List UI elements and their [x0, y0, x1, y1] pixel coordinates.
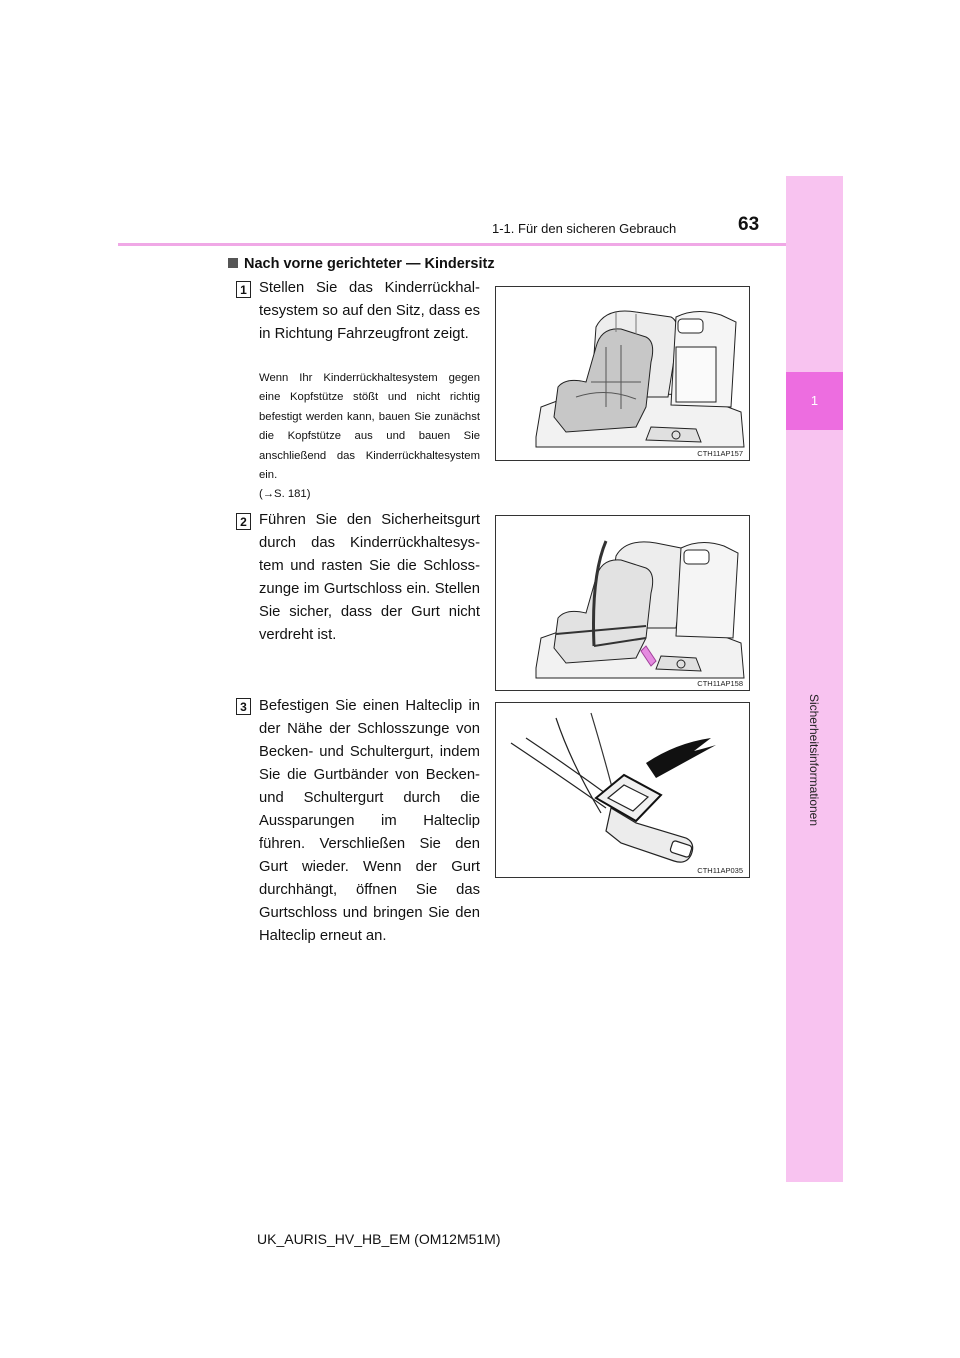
- step-1-text: Stellen Sie das Kinderrückhal-tesystem so auf den Sitz, dass es in Richtung Fahrzeugfront zeigt.: [259, 280, 480, 342]
- figure-child-seat-forward: [495, 286, 750, 461]
- step-1-note: Wenn Ihr Kinderrückhaltesystem gegen eine Kopfstütze stößt und nicht richtig befestigt werden kann, bauen Sie zunächst die Kopfstütze aus und bauen Sie anschließend das Kinderrückhaltesystem ein.: [259, 372, 480, 482]
- step-2-badge: 2: [236, 513, 251, 530]
- figure-locking-clip: [495, 702, 750, 878]
- step-2-text: Führen Sie den Sicherheitsgurt durch das Kinderrückhaltesys-tem und rasten Sie die Schloss-zunge im Gurtschloss ein. Stellen Sie sicher, dass der Gurt nicht verdreht ist.: [259, 512, 480, 643]
- chapter-number-tab[interactable]: 1: [786, 372, 843, 430]
- header-rule: [118, 243, 786, 246]
- step-1-reference[interactable]: (→S. 181): [259, 488, 311, 500]
- footer-document-code: UK_AURIS_HV_HB_EM (OM12M51M): [257, 1231, 501, 1247]
- step-3-badge: 3: [236, 698, 251, 715]
- step-1-badge: 1: [236, 281, 251, 298]
- section-heading-text: Nach vorne gerichteter — Kindersitz: [244, 256, 495, 272]
- figure-3-code: CTH11AP035: [697, 866, 743, 875]
- section-heading: [228, 256, 495, 272]
- step-3-text: Befestigen Sie einen Halteclip in der Nähe der Schlosszunge von Becken- und Schultergurt, indem Sie die Gurtbänder von Becken- und Schultergurt durch die Aussparungen im Halteclip führen. Verschließen Sie den Gurt wieder. Wenn der Gurt durchhängt, öffnen Sie das Gurtschloss und bringen Sie den Halteclip erneut an.: [259, 698, 480, 944]
- page-number: 63: [738, 214, 760, 235]
- figure-1-code: CTH11AP157: [697, 449, 743, 458]
- figure-2-code: CTH11AP158: [697, 679, 743, 688]
- figure-seatbelt-buckle: [495, 515, 750, 691]
- chapter-label: Sicherheitsinformationen: [807, 693, 821, 827]
- seatbelt-buckle-icon: [496, 516, 749, 690]
- chapter-side-tab: [786, 176, 843, 1182]
- square-bullet-icon: [228, 258, 238, 268]
- child-seat-forward-icon: [496, 287, 749, 460]
- locking-clip-icon: [496, 703, 749, 877]
- section-title: 1-1. Für den sicheren Gebrauch: [492, 221, 677, 236]
